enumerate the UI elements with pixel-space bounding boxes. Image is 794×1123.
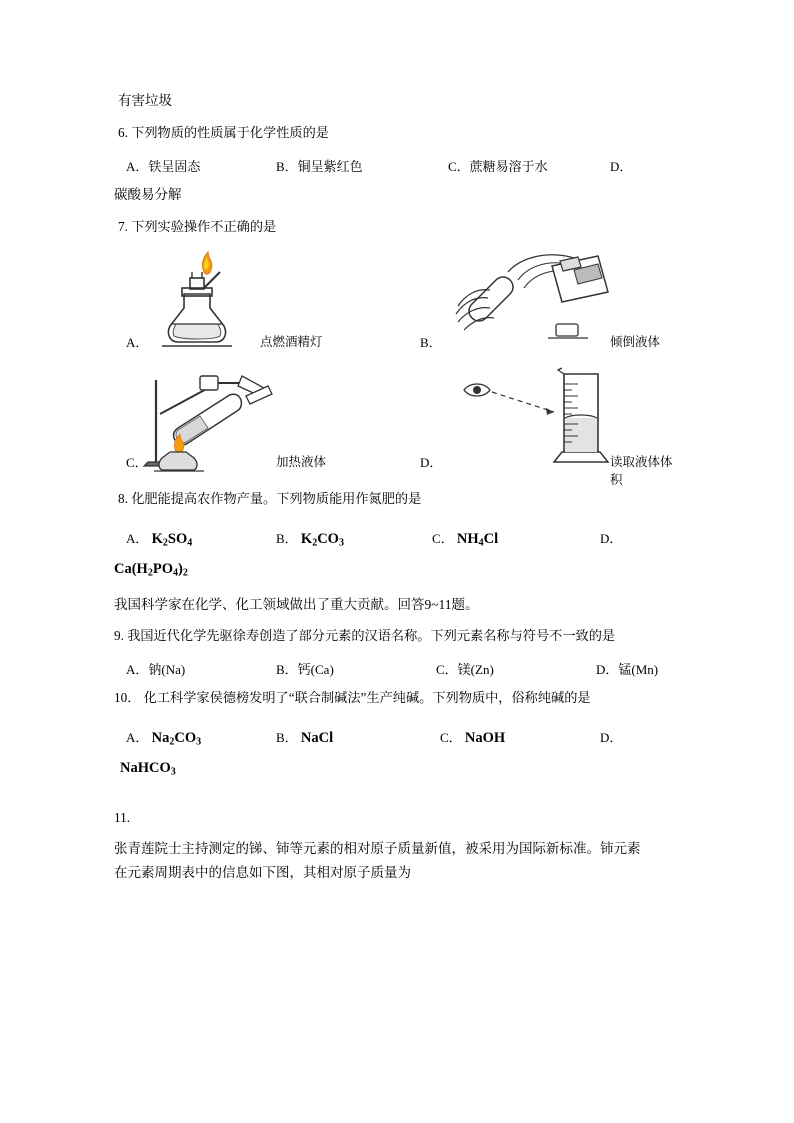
question-7-text: 下列实验操作不正确的是 [131,219,277,234]
question-7-figure-d-label: D． [420,455,443,470]
section-intro-text: 我国科学家在化学、化工领域做出了重大贡献。回答9~11题。 [114,596,479,612]
question-7-figure-c-label: C． [126,455,148,470]
question-6-number: 6. [118,125,128,140]
top-text-fragment: 有害垃圾 [118,93,172,108]
formula-nahco3: NaHCO$_3$ [120,759,176,777]
question-10-stem [114,689,676,707]
question-10-option-b[interactable]: B． NaCl [276,729,334,746]
formula-nacl: NaCl [300,729,334,746]
question-10-options [118,723,676,747]
question-6-option-d[interactable]: D． [610,159,633,174]
question-8-stem [118,490,676,508]
question-6-options [118,156,676,176]
question-7-figure-a-label: A． [126,335,149,350]
alcohol-lamp-icon [148,250,278,350]
question-6-text: 下列物质的性质属于化学性质的是 [131,125,329,140]
question-8-option-c[interactable]: C． $NH_4Cl$ [432,531,499,549]
question-11-number: 11. [114,810,130,825]
formula-naoh: NaOH [464,729,506,746]
formula-na2co3: $Na_2CO_3$ [151,729,202,747]
question-10-number: 10． [114,689,141,705]
question-11-line-1: 张青莲院士主持测定的锑、铈等元素的相对原子质量新值，被采用为国际新标准。铈元素 [114,841,641,856]
question-8-option-d-overflow [114,560,676,579]
question-6-option-c[interactable]: C．蔗糖易溶于水 [448,159,548,174]
question-9-option-d[interactable]: D．锰(Mn) [596,661,659,677]
question-10-option-d-overflow [120,759,676,778]
question-10-option-a[interactable]: A． $Na_2CO_3$ [126,729,202,747]
question-10-option-d[interactable]: D． [600,729,623,745]
question-7-figure-row-1 [118,250,676,360]
question-9-options [118,659,676,679]
question-7-number: 7. [118,219,128,234]
question-7-stem [118,218,676,236]
question-9-option-a[interactable]: A．钠(Na) [126,661,186,677]
question-6-option-b[interactable]: B．铜呈紫红色 [276,159,363,174]
question-8-options [118,524,676,548]
question-8-number: 8. [118,491,128,506]
question-11-line-2: 在元素周期表中的信息如下图，其相对原子质量为 [114,865,411,880]
question-6-option-a[interactable]: A．铁呈固态 [126,159,201,174]
formula-k2so4: $K_2SO_4$ [151,531,193,549]
question-6-stem [118,124,676,142]
question-9-option-b[interactable]: B．钙(Ca) [276,661,334,677]
question-9-option-c[interactable]: C．镁(Zn) [436,661,494,677]
question-10-option-c[interactable]: C． NaOH [440,729,506,746]
page-content [114,92,676,895]
question-7-figure-a-caption: 点燃酒精灯 [260,335,323,349]
question-9-stem [114,627,676,645]
question-6-option-d-overflow: 碳酸易分解 [114,187,182,202]
question-8-text: 化肥能提高农作物产量。下列物质能用作氮肥的是 [131,491,422,506]
question-7-figure-b-label: B． [420,335,442,350]
question-7-figure-c-caption: 加热液体 [276,455,327,469]
question-7-figure-b-caption: 倾倒液体 [610,335,661,349]
question-10-text: 化工科学家侯德榜发明了“联合制碱法”生产纯碱。下列物质中，俗称纯碱的是 [143,689,591,705]
question-8-option-d[interactable]: D． [600,531,623,546]
question-7-figure-d-caption: 读取液体体积 [610,455,673,487]
question-9-number: 9. [114,627,124,643]
formula-k2co3: $K_2CO_3$ [300,531,344,549]
question-8-option-b[interactable]: B． $K_2CO_3$ [276,531,344,549]
question-7-figure-row-2 [118,366,676,487]
question-9-text: 我国近代化学先驱徐寿创造了部分元素的汉语名称。下列元素名称与符号不一致的是 [127,627,616,643]
formula-nh4cl: $NH_4Cl$ [456,531,499,549]
question-8-option-a[interactable]: A． $K_2SO_4$ [126,531,193,549]
formula-ca-h2po4-2: $Ca(H_2PO_4)_2$ [114,561,188,579]
